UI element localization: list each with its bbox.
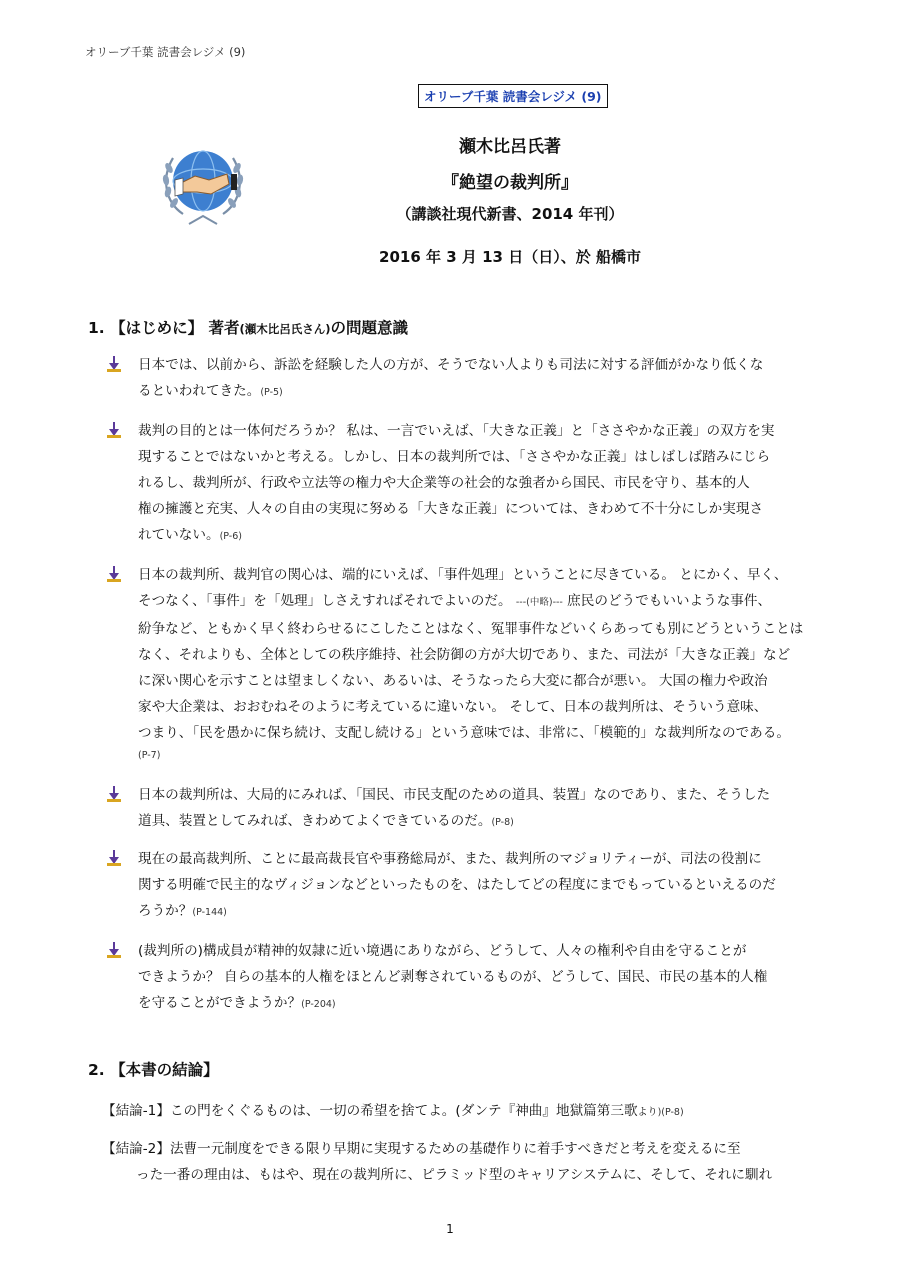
- bullet-arrow-icon: [107, 566, 121, 582]
- book-title: 『絶望の裁判所』: [442, 173, 578, 193]
- author-title: 瀬木比呂氏著: [459, 137, 561, 157]
- running-header: オリーブ千葉 読書会レジメ (9): [85, 45, 246, 59]
- bullet-arrow-icon: [107, 786, 121, 802]
- date-place: 2016 年 3 月 13 日（日）、於 船橋市: [379, 248, 641, 266]
- section2-heading: 2. 【本書の結論】: [88, 1061, 219, 1079]
- conclusion-2: 【結論-2】法曹一元制度をできる限り早期に実現するための基礎作りに着手すべきだと考えを変えるに至 った一番の理由は、もはや、現在の裁判所に、ピラミッド型のキャリアシステムに、そして、それに馴れ: [102, 1141, 773, 1183]
- page-number: 1: [446, 1222, 454, 1236]
- list-item: 裁判の目的とは一体何だろうか？ 私は、一言でいえば、「大きな正義」と「ささやかな正義」の双方を実 現することではないかと考える。しかし、日本の裁判所では、「ささやかな正義」はしばしば踏みにじら れるし、裁判所が、行政や立法等の権力や大企業等の社会的な強者から国民、市民を守り、基本的人 権の擁護と充実、人々の自由の実現に努める「大きな正義」については、きわめて不十分にしか実現さ れていない。(P-6): [107, 418, 817, 550]
- bullet-arrow-icon: [107, 942, 121, 958]
- bullet-arrow-icon: [107, 422, 121, 438]
- list-item: (裁判所の)構成員が精神的奴隷に近い境遇にありながら、どうして、人々の権利や自由を守ることが できようか？ 自らの基本的人権をほとんど剥奪されているものが、どうして、国民、市民の基本的人権 を守ることができようか？(P-204): [107, 938, 817, 1018]
- bullet-arrow-icon: [107, 850, 121, 866]
- publisher-info: （講談社現代新書、2014 年刊）: [396, 205, 624, 223]
- section1-heading: 1. 【はじめに】 著者(瀬木比呂氏さん)の問題意識: [88, 319, 408, 337]
- list-item: 日本の裁判所、裁判官の関心は、端的にいえば、「事件処理」ということに尽きている。 とにかく、早く、 そつなく、「事件」を「処理」しさえすればそれでよいのだ。 ---(中略)--- 庶民のどうでもいいような事件、 紛争など、ともかく早く終わらせるにこしたことはなく、冤罪事件などいくらあっても別にどうということは なく、それよりも、全体としての秩序維持、社会防御の方が大切であり、また、司法が「大きな正義」など に深い関心を示すことは望ましくない、あるいは、そうなったら大変に都合が悪い。 大国の権力や政治 家や大企業は、おおむねそのように考えているに違いない。 そして、日本の裁判所は、そういう意味、 つまり、「民を愚かに保ち続け、支配し続ける」という意味では、非常に、「模範的」な裁判所なのである。 (P-7): [107, 562, 817, 766]
- list-item: 日本では、以前から、訴訟を経験した人の方が、そうでない人よりも司法に対する評価がかなり低くな るといわれてきた。(P-5): [107, 352, 817, 406]
- conclusion-1: 【結論-1】この門をくぐるものは、一切の希望を捨てよ。(ダンテ『神曲』地獄篇第三歌より)(P-8): [102, 1103, 684, 1119]
- olive-logo: [159, 138, 247, 226]
- list-item: 現在の最高裁判所、ことに最高裁長官や事務総局が、また、裁判所のマジョリティーが、司法の役割に 関する明確で民主的なヴィジョンなどといったものを、はたしてどの程度にまでもっているといえるのだ ろうか？(P-144): [107, 846, 817, 926]
- series-box: オリーブ千葉 読書会レジメ (9): [418, 84, 608, 108]
- list-item: 日本の裁判所は、大局的にみれば、「国民、市民支配のための道具、装置」なのであり、また、そうした 道具、装置としてみれば、きわめてよくできているのだ。(P-8): [107, 782, 817, 836]
- bullet-arrow-icon: [107, 356, 121, 372]
